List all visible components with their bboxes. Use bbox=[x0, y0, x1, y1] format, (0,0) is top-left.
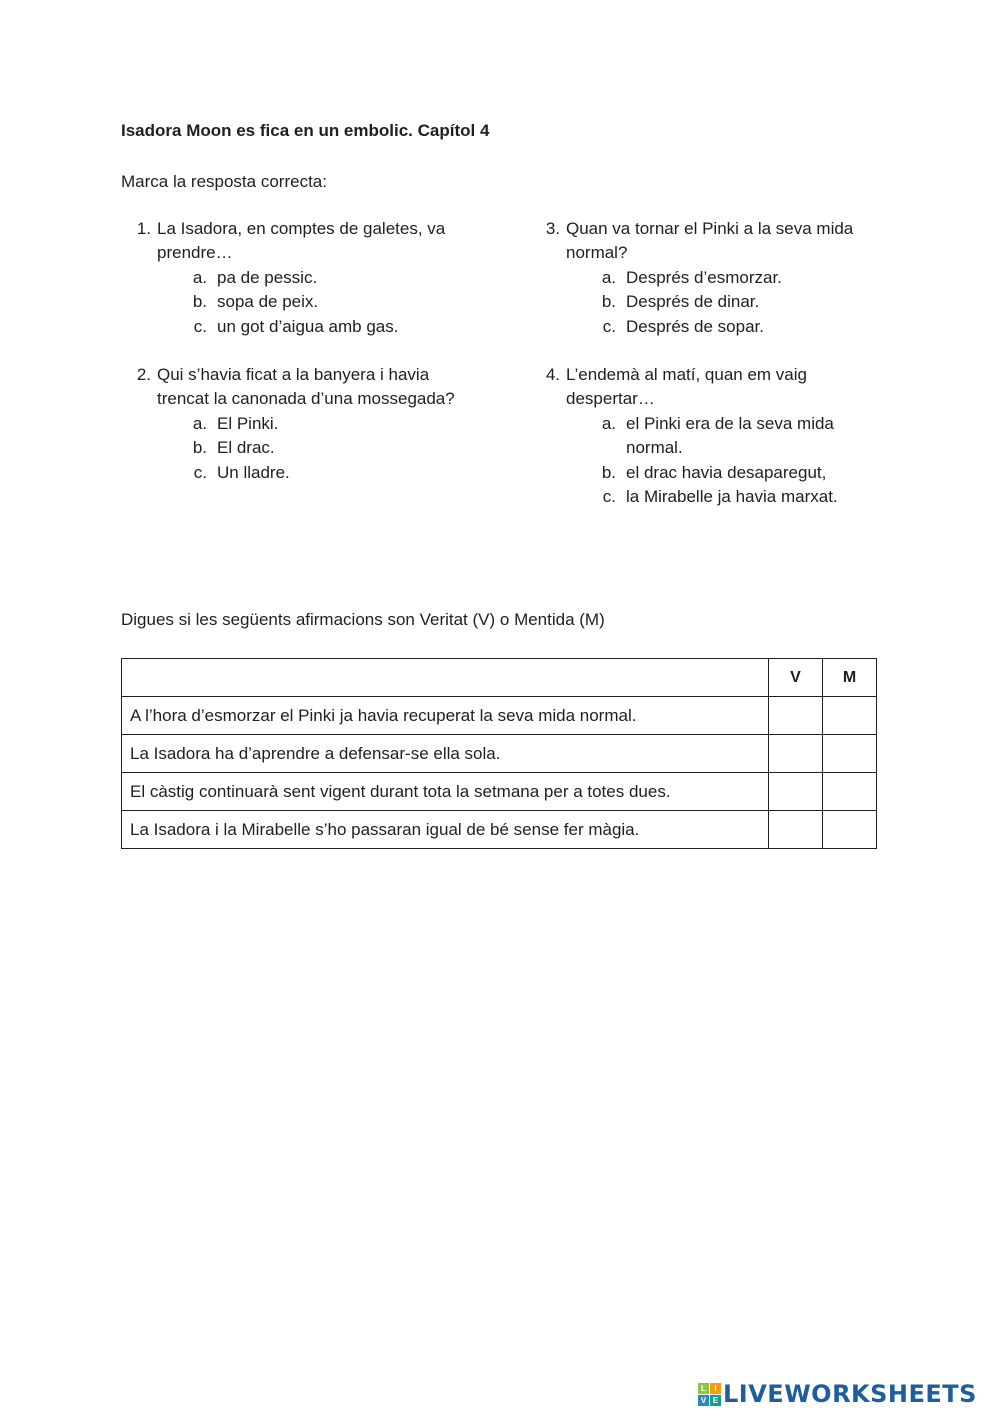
statement-text: La Isadora i la Mirabelle s’ho passaran igual de bé sense fer màgia. bbox=[122, 811, 769, 849]
option-letter: c. bbox=[193, 462, 207, 482]
option-letter: b. bbox=[192, 438, 207, 458]
question-text: La Isadora, en comptes de galetes, va prendre… bbox=[157, 219, 446, 263]
logo-mark-letter: V bbox=[698, 1395, 709, 1406]
answer-option[interactable] bbox=[187, 436, 457, 460]
option-letter: b. bbox=[601, 462, 616, 482]
option-text: pa de pessic. bbox=[217, 267, 318, 287]
answer-option[interactable] bbox=[187, 412, 457, 436]
answer-option[interactable] bbox=[596, 485, 886, 509]
option-text: el Pinki era de la seva mida normal. bbox=[626, 413, 834, 458]
statement-text: La Isadora ha d’aprendre a defensar-se ella sola. bbox=[122, 735, 769, 773]
answer-option[interactable] bbox=[596, 290, 886, 314]
answer-box-m[interactable] bbox=[823, 735, 877, 773]
question-1 bbox=[127, 217, 457, 339]
statement-text: El càstig continuarà sent vigent durant tota la setmana per a totes dues. bbox=[122, 773, 769, 811]
option-letter: a. bbox=[601, 267, 616, 287]
answer-option[interactable] bbox=[596, 266, 886, 290]
answer-option[interactable] bbox=[596, 315, 886, 339]
option-letter: a. bbox=[601, 413, 616, 433]
answer-box-m[interactable] bbox=[823, 697, 877, 735]
question-text: L’endemà al matí, quan em vaig despertar… bbox=[566, 365, 807, 409]
question-number: 3. bbox=[545, 219, 560, 238]
question-2 bbox=[127, 363, 457, 485]
option-letter: b. bbox=[601, 292, 616, 312]
option-letter: c. bbox=[193, 316, 207, 336]
question-number: 2. bbox=[136, 365, 151, 385]
answer-option[interactable] bbox=[187, 461, 457, 485]
option-text: un got d’aigua amb gas. bbox=[217, 316, 399, 336]
table-row bbox=[122, 735, 877, 773]
answer-option[interactable] bbox=[596, 461, 886, 485]
option-text: el drac havia desaparegut, bbox=[626, 462, 827, 482]
statement-header-cell bbox=[122, 659, 769, 697]
true-false-table bbox=[121, 658, 877, 849]
option-text: Després d’esmorzar. bbox=[626, 267, 782, 287]
table-row bbox=[122, 773, 877, 811]
answer-box-v[interactable] bbox=[769, 735, 823, 773]
table-header-row bbox=[122, 659, 877, 697]
instruction-true-false: Digues si les següents afirmacions son Veritat (V) o Mentida (M) bbox=[121, 610, 605, 629]
worksheet-title: Isadora Moon es fica en un embolic. Capítol 4 bbox=[121, 121, 490, 140]
logo-text: LIVEWORKSHEETS bbox=[723, 1380, 977, 1408]
option-letter: a. bbox=[192, 267, 207, 287]
logo-mark-icon bbox=[698, 1383, 721, 1406]
table-row bbox=[122, 811, 877, 849]
answer-box-v[interactable] bbox=[769, 773, 823, 811]
table-row bbox=[122, 697, 877, 735]
option-letter: b. bbox=[192, 292, 207, 312]
question-number: 1. bbox=[136, 219, 151, 238]
option-text: sopa de peix. bbox=[217, 292, 319, 312]
question-4 bbox=[536, 363, 886, 509]
option-letter: c. bbox=[602, 316, 616, 336]
option-text: Després de dinar. bbox=[626, 292, 760, 312]
question-text: Qui s’havia ficat a la banyera i havia trencat la canonada d’una mossegada? bbox=[157, 365, 455, 409]
logo-mark-letter: L bbox=[698, 1383, 709, 1394]
answer-box-m[interactable] bbox=[823, 773, 877, 811]
question-3 bbox=[536, 217, 886, 339]
header-v: V bbox=[769, 659, 823, 697]
answer-option[interactable] bbox=[187, 315, 457, 339]
option-letter: a. bbox=[192, 413, 207, 433]
answer-box-m[interactable] bbox=[823, 811, 877, 849]
option-text: Després de sopar. bbox=[626, 316, 764, 336]
instruction-multiple-choice: Marca la resposta correcta: bbox=[121, 172, 327, 191]
option-text: la Mirabelle ja havia marxat. bbox=[626, 487, 838, 507]
option-text: El drac. bbox=[217, 438, 275, 458]
option-text: Un lladre. bbox=[217, 462, 290, 482]
option-text: El Pinki. bbox=[217, 413, 279, 433]
answer-option[interactable] bbox=[596, 412, 886, 461]
statement-text: A l’hora d’esmorzar el Pinki ja havia recuperat la seva mida normal. bbox=[122, 697, 769, 735]
question-number: 4. bbox=[545, 365, 560, 385]
question-text: Quan va tornar el Pinki a la seva mida normal? bbox=[566, 219, 854, 263]
header-m: M bbox=[823, 659, 877, 697]
answer-option[interactable] bbox=[187, 266, 457, 290]
logo-mark-letter: I bbox=[710, 1383, 721, 1394]
questions-right-column bbox=[536, 217, 886, 533]
answer-option[interactable] bbox=[187, 290, 457, 314]
liveworksheets-logo bbox=[698, 1378, 977, 1410]
questions-left-column bbox=[127, 217, 457, 509]
answer-box-v[interactable] bbox=[769, 811, 823, 849]
logo-mark-letter: E bbox=[710, 1395, 721, 1406]
option-letter: c. bbox=[602, 487, 616, 507]
answer-box-v[interactable] bbox=[769, 697, 823, 735]
